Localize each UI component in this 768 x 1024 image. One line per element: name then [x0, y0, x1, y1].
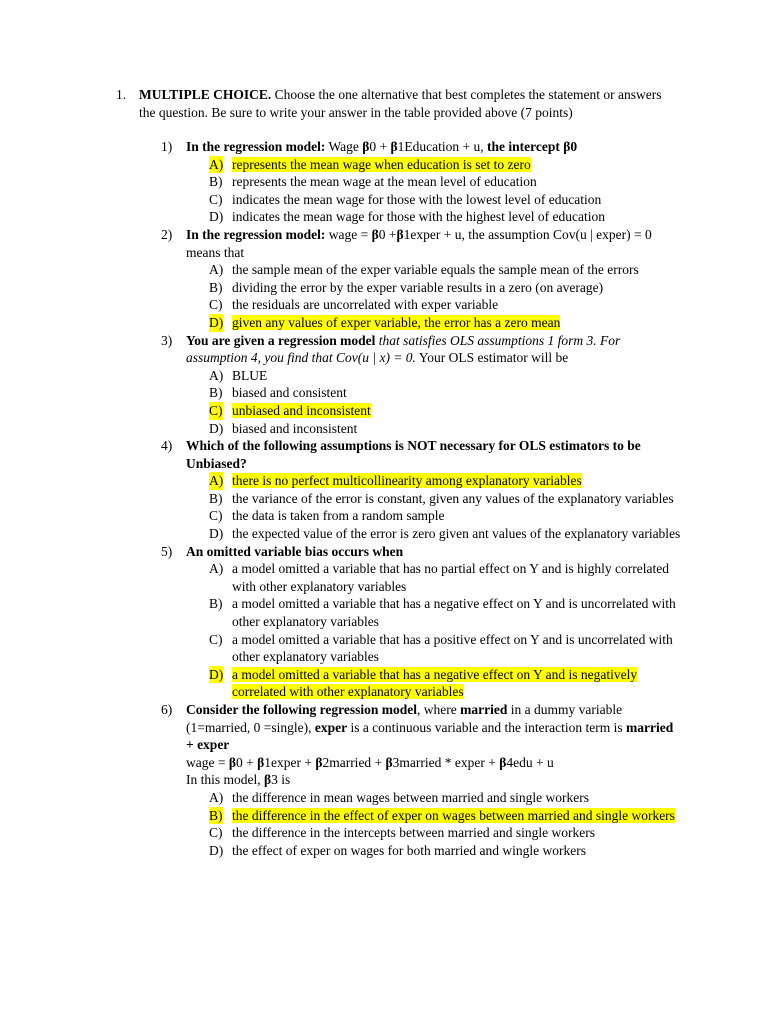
question-stem: An omitted variable bias occurs when: [186, 543, 404, 559]
answer-option-a: [209, 367, 681, 385]
option-letter: A): [209, 789, 224, 805]
answer-option-c-highlighted: [209, 402, 681, 420]
answer-options: [209, 789, 681, 859]
option-letter: B): [209, 596, 223, 612]
answer-options: [209, 261, 681, 331]
question-6: [161, 701, 681, 859]
answer-option-c: [209, 191, 681, 209]
question-1: [161, 138, 681, 226]
option-letter: C): [209, 508, 223, 524]
answer-option-d: [209, 525, 681, 543]
section-number: 1.: [116, 87, 127, 102]
option-letter: D): [209, 420, 224, 436]
option-letter: D): [209, 842, 224, 858]
option-letter: C): [209, 631, 223, 647]
answer-option-b: [209, 384, 681, 402]
question-5: [161, 543, 681, 701]
option-letter: B): [209, 279, 223, 295]
question-stem: In the regression model: wage = β0 +β1exper + u, the assumption Cov(u | exper) = 0 means that: [186, 226, 652, 260]
answer-option-b-highlighted: [209, 807, 681, 825]
option-text: the difference in the intercepts between married and single workers: [232, 825, 595, 841]
question-number: 4): [161, 438, 173, 454]
option-text: indicates the mean wage for those with the highest level of education: [232, 209, 606, 225]
question-number: 2): [161, 226, 173, 242]
question-stem: In the regression model: Wage β0 + β1Education + u, the intercept β0: [186, 139, 578, 154]
option-text: the difference in mean wages between married and single workers: [232, 789, 589, 805]
option-letter: B): [209, 385, 223, 401]
option-text: there is no perfect multicollinearity among explanatory variables: [232, 473, 582, 489]
option-text: the expected value of the error is zero given ant values of the explanatory variables: [232, 526, 681, 542]
question-stem: You are given a regression model that satisfies OLS assumptions 1 form 3. For assumption 4, you find that Cov(u | x) = 0. Your OLS estimator will be: [186, 332, 621, 366]
question-list: [161, 138, 681, 859]
answer-option-a-highlighted: [209, 472, 681, 490]
answer-option-a: [209, 560, 681, 595]
answer-option-c: [209, 824, 681, 842]
option-text: the effect of exper on wages for both married and wingle workers: [232, 842, 586, 858]
option-text: a model omitted a variable that has a negative effect on Y and is negatively correlated with other explanatory variables: [232, 666, 638, 700]
option-text: represents the mean wage at the mean level of education: [232, 174, 537, 190]
question-4: [161, 437, 681, 543]
option-text: represents the mean wage when education is set to zero: [232, 156, 531, 172]
option-text: the residuals are uncorrelated with exper variable: [232, 297, 499, 313]
option-letter: B): [209, 174, 223, 190]
option-letter: D): [209, 526, 224, 542]
answer-option-b: [209, 279, 681, 297]
option-text: biased and consistent: [232, 385, 347, 401]
answer-option-a-highlighted: [209, 156, 681, 174]
answer-option-d: [209, 208, 681, 226]
answer-options: [209, 156, 681, 226]
answer-option-d-highlighted: [209, 666, 681, 701]
question-2: [161, 226, 681, 332]
question-3: [161, 332, 681, 438]
option-text: the variance of the error is constant, given any values of the explanatory variables: [232, 490, 674, 506]
question-number: 6): [161, 702, 173, 717]
option-letter: C): [209, 297, 223, 313]
option-letter: D): [209, 666, 224, 682]
question-stem: Which of the following assumptions is NOT necessary for OLS estimators to be Unbiased?: [186, 438, 641, 471]
option-letter: C): [209, 825, 223, 841]
answer-option-c: [209, 296, 681, 314]
answer-options: [209, 472, 681, 542]
answer-option-c: [209, 507, 681, 525]
option-text: unbiased and inconsistent: [232, 402, 371, 418]
answer-option-b: [209, 595, 681, 630]
answer-option-a: [209, 261, 681, 279]
question-number: 3): [161, 332, 173, 348]
option-letter: A): [209, 156, 224, 172]
option-letter: B): [209, 807, 223, 823]
answer-options: [209, 367, 681, 437]
option-text: BLUE: [232, 367, 268, 383]
option-letter: C): [209, 402, 223, 418]
option-text: a model omitted a variable that has a positive effect on Y and is uncorrelated with other explanatory variables: [232, 631, 673, 665]
answer-option-d: [209, 420, 681, 438]
option-letter: C): [209, 191, 223, 207]
option-text: dividing the error by the exper variable results in a zero (on average): [232, 279, 604, 295]
answer-options: [209, 560, 681, 701]
answer-option-c: [209, 631, 681, 666]
option-text: the difference in the effect of exper on wages between married and single workers: [232, 807, 675, 823]
option-letter: D): [209, 314, 224, 330]
option-letter: D): [209, 209, 224, 225]
question-number: 5): [161, 543, 173, 559]
option-text: a model omitted a variable that has a negative effect on Y and is uncorrelated with other explanatory variables: [232, 596, 676, 630]
option-letter: A): [209, 561, 224, 577]
section-instructions-text: Choose the one alternative that best completes the statement or answers the question. Be sure to write your answer in the table provided above (7 points): [139, 87, 662, 120]
option-text: the data is taken from a random sample: [232, 508, 445, 524]
option-text: indicates the mean wage for those with the lowest level of education: [232, 191, 602, 207]
answer-option-b: [209, 173, 681, 191]
question-number: 1): [161, 139, 173, 154]
option-text: the sample mean of the exper variable equals the sample mean of the errors: [232, 262, 639, 278]
section-instructions: [139, 86, 676, 121]
option-letter: A): [209, 473, 224, 489]
answer-option-d: [209, 842, 681, 860]
answer-option-a: [209, 789, 681, 807]
option-letter: A): [209, 367, 224, 383]
option-text: a model omitted a variable that has no partial effect on Y and is highly correlated with other explanatory variables: [232, 561, 669, 594]
option-letter: B): [209, 490, 223, 506]
option-text: given any values of exper variable, the error has a zero mean: [232, 314, 561, 330]
answer-option-b: [209, 490, 681, 508]
section-heading: MULTIPLE CHOICE.: [139, 87, 272, 102]
option-letter: A): [209, 262, 224, 278]
question-stem: Consider the following regression model, where married in a dummy variable (1=married, 0 =single), exper is a continuous variable and the interaction term is married + exper wage = β0 + β1exper + β2married + β3married * exper + β4edu + u In this model, β3 is: [186, 702, 674, 788]
option-text: biased and inconsistent: [232, 420, 358, 436]
answer-option-d-highlighted: [209, 314, 681, 332]
